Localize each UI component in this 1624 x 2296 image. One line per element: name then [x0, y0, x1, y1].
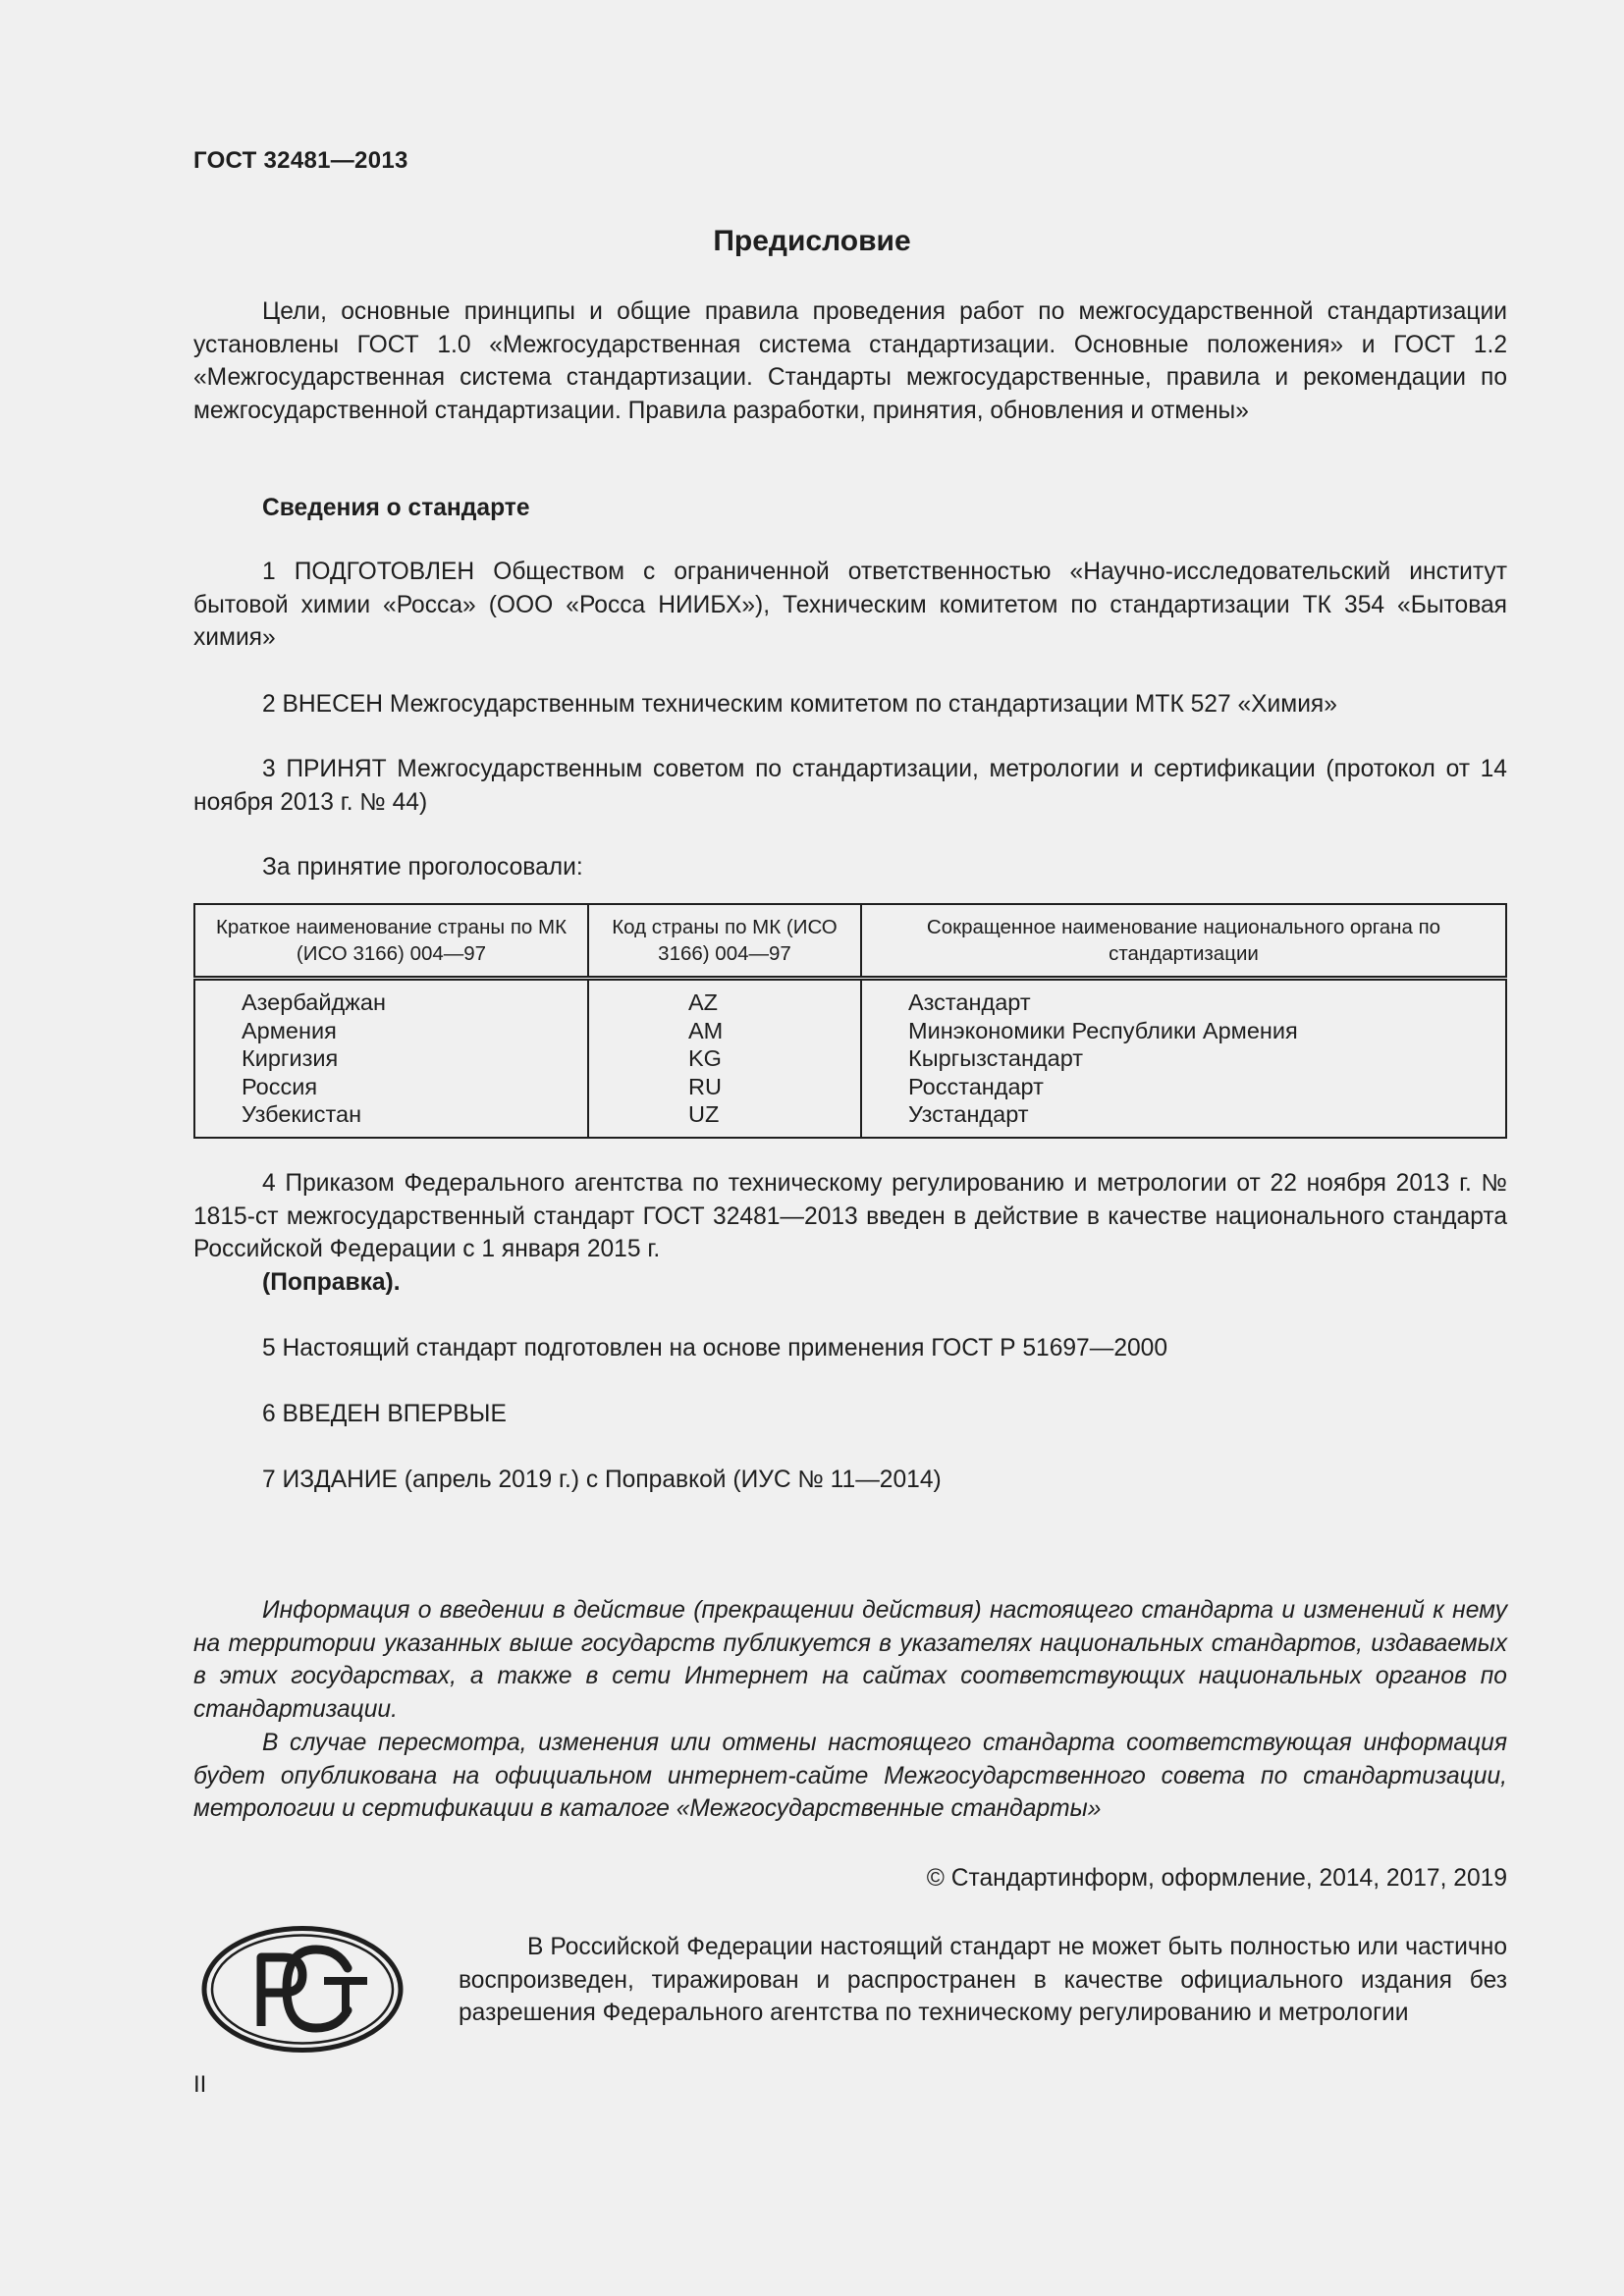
table-cell: Азстандарт — [908, 989, 1031, 1015]
table-cell: KG — [688, 1045, 722, 1071]
table-cell: Кыргызстандарт — [908, 1045, 1084, 1071]
item-4-amendment: (Поправка). — [262, 1269, 401, 1296]
table-cell: Узстандарт — [908, 1101, 1029, 1127]
header-country-code: Код страны по МК (ИСО 3166) 004—97 — [588, 904, 861, 979]
country-code-column — [588, 979, 861, 1139]
standard-id: ГОСТ 32481—2013 — [193, 147, 408, 174]
voting-table — [193, 903, 1507, 1139]
copyright-notice: В Российской Федерации настоящий стандарт не может быть полностью или частично воспроизведен, тиражирован и распространен в качестве официального издания без разрешения Федерального агентства по техническому регулированию и метрологии — [459, 1934, 1507, 2026]
copyright: © Стандартинформ, оформление, 2014, 2017, 2019 — [926, 1865, 1507, 1892]
table-cell: AZ — [688, 989, 719, 1015]
intro-paragraph: Цели, основные принципы и общие правила проведения работ по межгосударственной стандартизации установлены ГОСТ 1.0 «Межгосударственная система стандартизации. Основные положения» и ГОСТ 1.2 «Межгосударственная система стандартизации. Стандарты межгосударственные, правила и рекомендации по межгосударственной стандартизации. Правила разработки, принятия, обновления и отмены» — [193, 298, 1507, 424]
table-cell: Азербайджан — [242, 989, 386, 1015]
table-cell: RU — [688, 1073, 722, 1099]
item-6: 6 ВВЕДЕН ВПЕРВЫЕ — [262, 1401, 507, 1427]
table-header-row — [194, 904, 1506, 979]
table-cell: Минэкономики Республики Армения — [908, 1017, 1298, 1043]
table-cell: Россия — [242, 1073, 318, 1099]
item-7: 7 ИЗДАНИЕ (апрель 2019 г.) с Поправкой (ИУС № 11—2014) — [262, 1467, 942, 1493]
item-2: 2 ВНЕСЕН Межгосударственным техническим комитетом по стандартизации МТК 527 «Химия» — [262, 691, 1337, 718]
section-heading: Сведения о стандарте — [262, 495, 530, 521]
rst-logo-icon — [200, 1924, 405, 2055]
header-national-body: Сокращенное наименование национального органа по стандартизации — [861, 904, 1506, 979]
info-paragraph-2: В случае пересмотра, изменения или отмены настоящего стандарта соответствующая информация будет опубликована на официальном интернет-сайте Межгосударственного совета по стандартизации, метрологии и сертификации в каталоге «Межгосударственные стандарты» — [193, 1730, 1507, 1822]
table-cell: Узбекистан — [242, 1101, 362, 1127]
table-cell: Армения — [242, 1017, 337, 1043]
header-country-name: Краткое наименование страны по МК (ИСО 3166) 004—97 — [194, 904, 588, 979]
item-5: 5 Настоящий стандарт подготовлен на основе применения ГОСТ Р 51697—2000 — [262, 1335, 1168, 1362]
vote-label: За принятие проголосовали: — [262, 854, 583, 881]
table-cell: AM — [688, 1017, 724, 1043]
table-cell: Киргизия — [242, 1045, 339, 1071]
page-number: II — [193, 2071, 207, 2098]
table-cell: Росстандарт — [908, 1073, 1044, 1099]
item-1: 1 ПОДГОТОВЛЕН Обществом с ограниченной ответственностью «Научно-исследовательский институт бытовой химии «Росса» (ООО «Росса НИИБХ»), Техническим комитетом по стандартизации ТК 354 «Бытовая химия» — [193, 559, 1507, 651]
table-body-row — [194, 979, 1506, 1139]
page-title: Предисловие — [713, 225, 911, 257]
country-name-column — [194, 979, 588, 1139]
item-4: 4 Приказом Федерального агентства по техническому регулированию и метрологии от 22 ноября 2013 г. № 1815-ст межгосударственный стандарт ГОСТ 32481—2013 введен в действие в качестве национального стандарта Российской Федерации с 1 января 2015 г. — [193, 1170, 1507, 1262]
national-body-column — [861, 979, 1506, 1139]
item-3: 3 ПРИНЯТ Межгосударственным советом по стандартизации, метрологии и сертификации (протокол от 14 ноября 2013 г. № 44) — [193, 756, 1507, 816]
info-paragraph-1: Информация о введении в действие (прекращении действия) настоящего стандарта и изменений к нему на территории указанных выше государств публикуется в указателях национальных стандартов, издаваемых в этих государствах, а также в сети Интернет на сайтах соответствующих национальных органов по стандартизации. — [193, 1597, 1507, 1723]
table-cell: UZ — [688, 1101, 720, 1127]
